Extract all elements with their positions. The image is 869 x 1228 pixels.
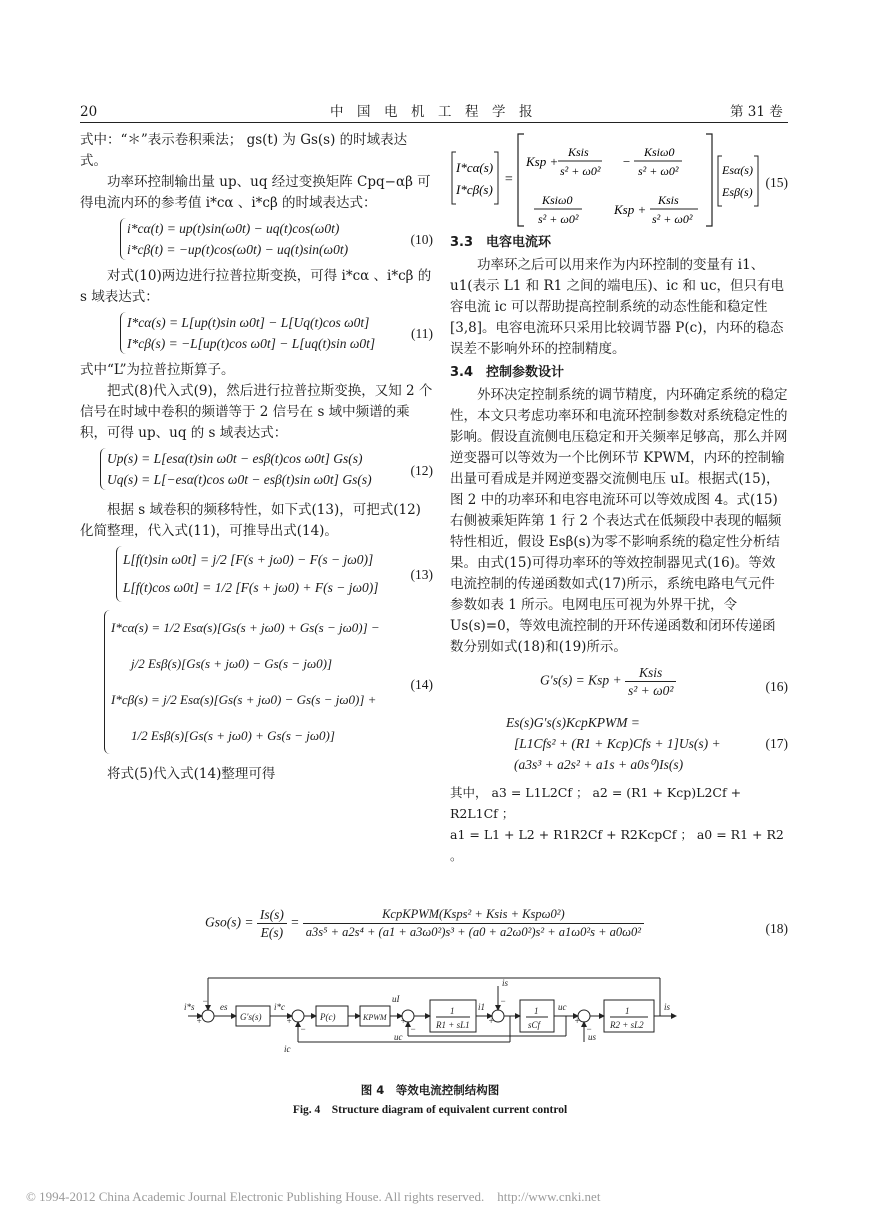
equation-number: (13) <box>410 567 433 582</box>
equation-18: Gso(s) = $\frac{Is(s)}{E(s)}$ = KcpKPWM(Ksps² + Ksis + Kspω0²) a3s⁵ + a2s⁴ + (a1 + a3ω0²)s³ + (a0 + a2ω0²)s² + a1ω0²s + a0ω0² (18) <box>205 907 788 940</box>
paragraph: 将式(5)代入式(14)整理可得 <box>107 766 276 782</box>
paragraph: 功率环之后可以用来作为内环控制的变量有 i1、u1(表示 L1 和 R1 之间的端电压)、ic 和 uc，但只有电容电流 ic 可以帮助提高控制系统的动态性能和稳定性[3,8]。电容电流环只采用比较调节器 P(c)，内环的稳态误差不影响外环的控制精度。 <box>450 257 785 357</box>
svg-text:P(c): P(c) <box>320 1012 336 1022</box>
svg-text:+: + <box>286 1016 293 1026</box>
svg-text:1: 1 <box>534 1006 539 1016</box>
equation-number: (15) <box>765 175 788 190</box>
equation-11 <box>120 312 433 356</box>
section-heading-3-3: 3.3 电容电流环 <box>450 235 552 250</box>
equation-line: 1/2 Esβ(s)[Gs(s + jω0) + Gs(s − jω0)] <box>131 728 335 743</box>
equation-line: Up(s) = L[esα(t)sin ω0t − esβ(t)cos ω0t] Gs(s) <box>107 451 363 466</box>
svg-text:−: − <box>586 1024 593 1034</box>
svg-text:s² + ω0²: s² + ω0² <box>560 164 601 178</box>
svg-text:I*cβ(s): I*cβ(s) <box>456 182 493 197</box>
svg-text:1: 1 <box>625 1006 630 1016</box>
svg-text:−: − <box>500 996 507 1006</box>
svg-text:uc: uc <box>558 1002 567 1012</box>
svg-text:s² + ω0²: s² + ω0² <box>652 212 693 226</box>
copyright-footer: © 1994-2012 China Academic Journal Electronic Publishing House. All rights reserved. http://www.cnki.net <box>26 1189 601 1204</box>
equation-number: (10) <box>410 232 433 247</box>
equation-number: (17) <box>765 736 788 751</box>
svg-text:s² + ω0²: s² + ω0² <box>538 212 579 226</box>
equation-line: j/2 Esβ(s)[Gs(s + jω0) − Gs(s − jω0)] <box>131 656 333 671</box>
svg-text:Ksis: Ksis <box>568 145 589 159</box>
equation-17 <box>506 712 788 778</box>
left-column <box>80 130 433 785</box>
paragraph: 式中：“＊”表示卷积乘法； gs(t) 为 Gs(s) 的时域表达式。 <box>80 132 408 169</box>
equation-13 <box>116 546 433 606</box>
header-rule <box>80 122 788 123</box>
svg-text:+: + <box>488 1016 495 1026</box>
svg-text:uc: uc <box>394 1032 403 1042</box>
svg-text:+: + <box>400 1016 407 1026</box>
svg-text:i*c: i*c <box>274 1002 285 1012</box>
equation-line: (a3s³ + a2s² + a1s + a0s⁰)Is(s) <box>514 757 684 772</box>
svg-text:us: us <box>588 1032 597 1042</box>
svg-text:G′s(s): G′s(s) <box>240 1012 262 1022</box>
equation-line: L[f(t)cos ω0t] = 1/2 [F(s + jω0) + F(s − jω0)] <box>123 580 379 595</box>
paragraph: 根据 s 域卷积的频移特性，如下式(13)，可把式(12)化简整理，代入式(11)，可推导出式(14)。 <box>80 502 421 539</box>
equation-line: I*cα(s) = 1/2 Esα(s)[Gs(s + jω0) + Gs(s − jω0)] − <box>111 620 380 635</box>
equation-15-matrix <box>450 130 788 230</box>
svg-text:+: + <box>196 1016 203 1026</box>
page-number: 20 <box>80 104 98 120</box>
svg-text:i1: i1 <box>478 1002 486 1012</box>
svg-text:es: es <box>220 1002 228 1012</box>
svg-text:uI: uI <box>392 994 400 1004</box>
figure-caption-cn: 图 4 等效电流控制结构图 <box>360 1083 500 1097</box>
svg-text:s² + ω0²: s² + ω0² <box>638 164 679 178</box>
svg-text:I*cα(s): I*cα(s) <box>456 160 494 175</box>
equation-line: Uq(s) = L[−esα(t)cos ω0t − esβ(t)sin ω0t] Gs(s) <box>107 472 372 487</box>
journal-title: 中 国 电 机 工 程 学 报 <box>330 104 533 120</box>
equation-line: [L1Cfs² + (R1 + Kcp)Cfs + 1]Us(s) + <box>514 736 721 751</box>
equation-10 <box>120 218 433 262</box>
svg-text:Esα(s): Esα(s) <box>722 163 753 177</box>
equation-line: Es(s)G′s(s)KcpKPWM = <box>506 715 640 730</box>
paragraph: 其中， a3 = L1L2Cf ； a2 = (R1 + Kcp)L2Cf + R2L1Cf ； <box>450 785 742 821</box>
svg-text:1: 1 <box>450 1006 455 1016</box>
svg-text:Ksp +: Ksp + <box>614 202 647 217</box>
section-heading-3-4: 3.4 控制参数设计 <box>450 365 565 380</box>
equation-14 <box>104 610 433 760</box>
svg-text:−: − <box>622 154 631 169</box>
paragraph: 外环决定控制系统的调节精度，内环确定系统的稳定性，本文只考虑功率环和电流环控制参数对系统稳定性的影响。假设直流侧电压稳定和开关频率足够高，那么并网逆变器可以等效为一个比例环节 KPWM，内环的控制输出量可看成是并网逆变器交流侧电压 uI。根据式(15)，图 2 中的功率环和电容电流环可以等效成图 4。式(15)右侧被乘矩阵第 1 行 2 个表达式在低频段中表现的幅频特性相近，假设 Esβ(s)为零不影响系统的稳定性分析结果。由式(15)可得功率环的等效控制器见式(16)。等效电流控制的传递函数如式(17)所示，系统电路电气元件参数如表 1 所示。电网电压可视为外界干扰，令 Us(s)=0，等效电流控制的开环传递函数和闭环传递函数分别如式(18)和(19)所示。 <box>450 387 788 655</box>
svg-text:is: is <box>502 978 509 988</box>
svg-text:−: − <box>300 1024 307 1034</box>
equation-line: I*cα(s) = L[up(t)sin ω0t] − L[Uq(t)cos ω0t] <box>127 315 370 330</box>
equation-16: G′s(s) = Ksp + $\frac{\text{Ksis}}{\text{s² + ω0²}}$ (16) <box>540 665 788 698</box>
paragraph: 对式(10)两边进行拉普拉斯变换，可得 i*cα 、i*cβ 的 s 域表达式： <box>80 268 432 305</box>
svg-text:−: − <box>202 996 209 1006</box>
svg-text:−: − <box>410 1024 417 1034</box>
equation-line: L[f(t)sin ω0t] = j/2 [F(s + jω0) − F(s − jω0)] <box>123 552 374 567</box>
svg-text:KPWM: KPWM <box>363 1013 387 1022</box>
paragraph: 式中“L”为拉普拉斯算子。 <box>80 362 235 378</box>
equation-number: (11) <box>411 326 433 341</box>
paragraph: 把式(8)代入式(9)，然后进行拉普拉斯变换，又知 2 个信号在时域中卷积的频谱等于 2 信号在 s 域中频谱的乘积，可得 up、uq 的 s 域表达式： <box>80 383 433 441</box>
right-column <box>450 130 788 866</box>
svg-text:i*s: i*s <box>184 1002 195 1012</box>
equation-line: I*cβ(s) = j/2 Esα(s)[Gs(s + jω0) − Gs(s − jω0)] + <box>111 692 377 707</box>
equation-12 <box>100 448 433 496</box>
svg-text:R2 + sL2: R2 + sL2 <box>610 1020 644 1030</box>
svg-text:Ksis: Ksis <box>658 193 679 207</box>
svg-text:sCf: sCf <box>528 1020 541 1030</box>
svg-text:Ksp +: Ksp + <box>526 154 559 169</box>
figure-caption-en: Fig. 4 Structure diagram of equivalent current control <box>292 1104 568 1116</box>
svg-text:R1 + sL1: R1 + sL1 <box>436 1020 470 1030</box>
equation-number: (14) <box>410 677 433 692</box>
equation-line: I*cβ(s) = −L[up(t)cos ω0t] − L[uq(t)sin ω0t] <box>127 336 376 351</box>
equation-number: (12) <box>410 463 433 478</box>
equation-number: (16) <box>765 679 788 694</box>
svg-text:Ksiω0: Ksiω0 <box>542 193 573 207</box>
svg-text:is: is <box>664 1002 671 1012</box>
svg-text:ic: ic <box>284 1044 291 1054</box>
equation-line: i*cβ(t) = −up(t)cos(ω0t) − uq(t)sin(ω0t) <box>127 242 349 257</box>
paragraph: 功率环控制输出量 up、uq 经过变换矩阵 Cpq−αβ 可得电流内环的参考值 i*cα 、i*cβ 的时域表达式： <box>80 174 431 211</box>
figure-4-diagram <box>180 972 680 1058</box>
equation-line: i*cα(t) = up(t)sin(ω0t) − uq(t)cos(ω0t) <box>127 221 340 236</box>
svg-text:Esβ(s): Esβ(s) <box>722 185 753 199</box>
equation-15 <box>450 130 788 230</box>
svg-text:+: + <box>574 1016 581 1026</box>
svg-text:Ksiω0: Ksiω0 <box>644 145 675 159</box>
equation-number: (18) <box>765 921 788 936</box>
volume-label: 第 31 卷 <box>730 104 783 120</box>
paragraph: a1 = L1 + L2 + R1R2Cf + R2KcpCf ； a0 = R1 + R2 。 <box>450 827 784 863</box>
svg-text:=: = <box>504 172 514 187</box>
